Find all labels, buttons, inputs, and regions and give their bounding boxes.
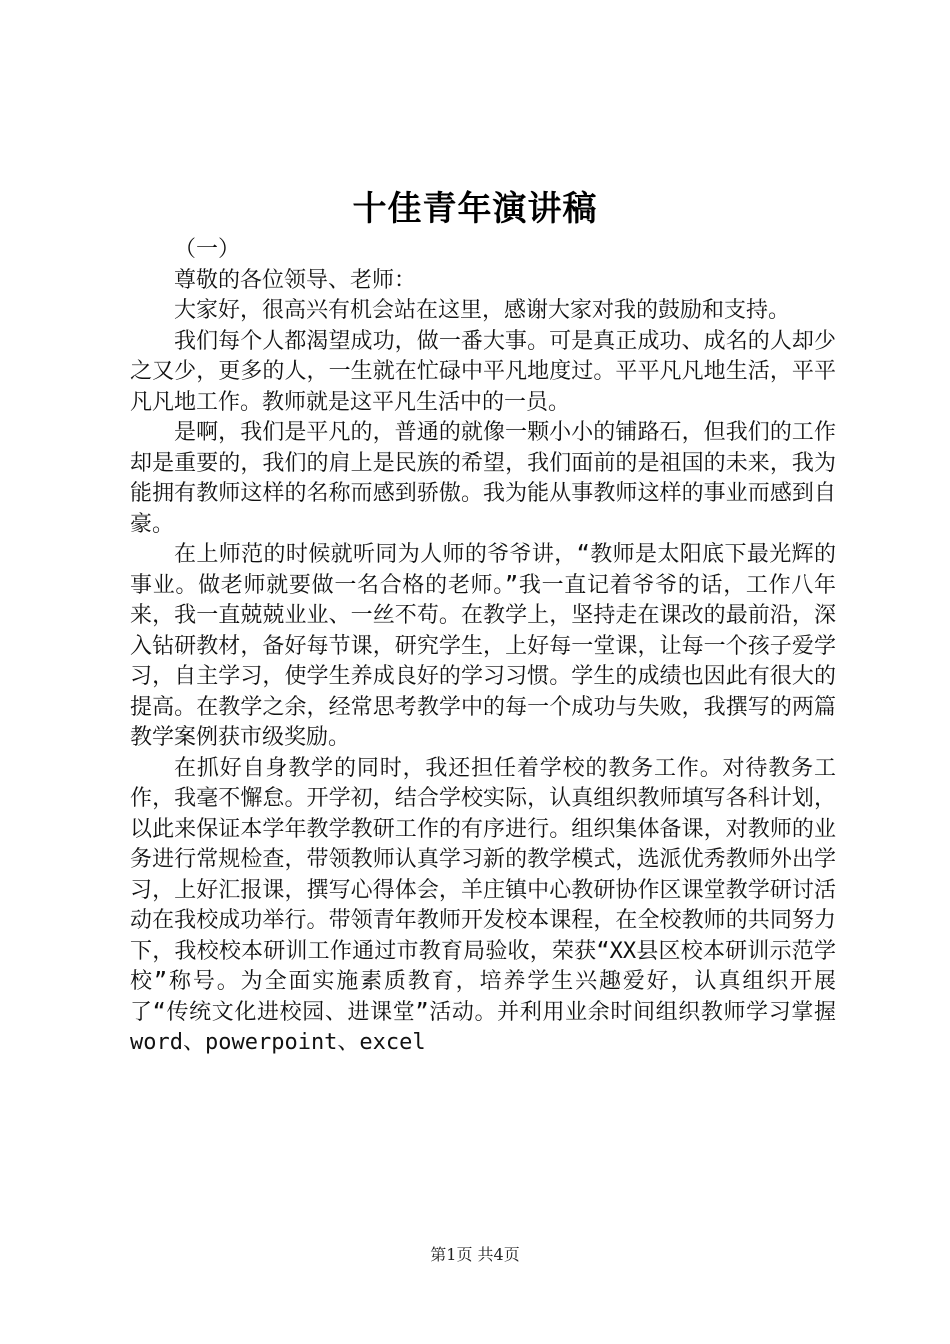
body-paragraph: 在上师范的时候就听同为人师的爷爷讲，“教师是太阳底下最光辉的事业。做老师就要做一名合格的老师。”我一直记着爷爷的话，工作八年来，我一直兢兢业业、一丝不苟。在教学上，坚持走在课改的最前沿，深入钻研教材，备好每节课，研究学生，上好每一堂课，让每一个孩子爱学习，自主学习，使学生养成良好的学习习惯。学生的成绩也因此有很大的提高。在教学之余，经常思考教学中的每一个成功与失败，我撰写的两篇教学案例获市级奖励。 — [130, 542, 836, 750]
body-paragraph: 大家好，很高兴有机会站在这里，感谢大家对我的鼓励和支持。 — [174, 298, 791, 323]
document-title: 十佳青年演讲稿 — [352, 189, 598, 229]
body-paragraph-salutation: 尊敬的各位领导、老师： — [174, 267, 417, 293]
body-paragraph: 是啊，我们是平凡的，普通的就像一颗小小的铺路石，但我们的工作却是重要的，我们的肩上是民族的希望，我们面前的是祖国的未来，我为能拥有教师这样的名称而感到骄傲。我为能从事教师这样的事业而感到自豪。 — [130, 420, 836, 537]
page-footer: 第1页 共4页 — [430, 1245, 520, 1264]
document-body — [130, 235, 836, 1059]
body-paragraph: 我们每个人都渴望成功，做一番大事。可是真正成功、成名的人却少之又少，更多的人，一生就在忙碌中平凡地度过。平平凡凡地生活，平平凡凡地工作。教师就是这平凡生活中的一员。 — [130, 328, 836, 415]
body-paragraph-section-marker: （一） — [174, 237, 241, 262]
body-paragraph: 在抓好自身教学的同时，我还担任着学校的教务工作。对待教务工作，我毫不懈怠。开学初，结合学校实际，认真组织教师填写各科计划，以此来保证本学年教学教研工作的有序进行。组织集体备课，对教师的业务进行常规检查，带领教师认真学习新的教学模式，选派优秀教师外出学习，上好汇报课，撰写心得体会，羊庄镇中心教研协作区课堂教学研讨活动在我校成功举行。带领青年教师开发校本课程，在全校教师的共同努力下，我校校本研训工作通过市教育局验收，荣获“XX县区校本研训示范学校”称号。为全面实施素质教育，培养学生兴趣爱好，认真组织开展了“传统文化进校园、进课堂”活动。并利用业余时间组织教师学习掌握word、powerpoint、excel — [130, 755, 836, 1055]
